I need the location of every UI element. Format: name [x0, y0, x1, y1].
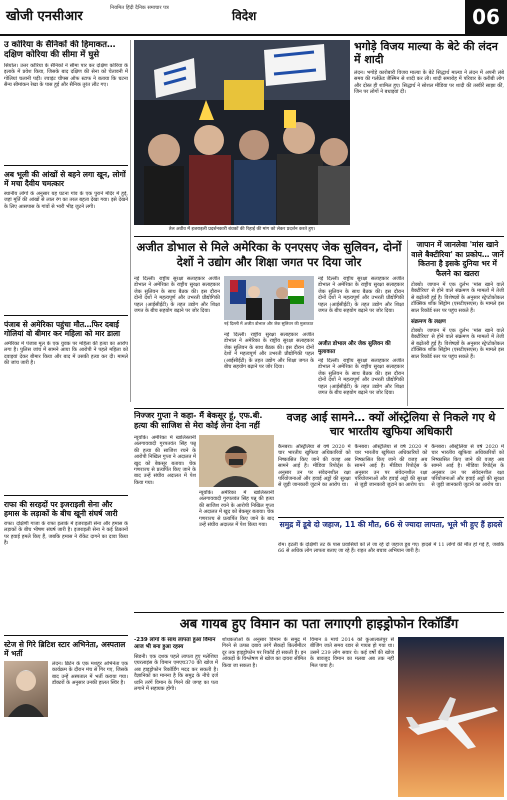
divider [278, 517, 504, 518]
story-australia-col2: कैनबरा। ऑस्ट्रेलिया से वर्ष 2020 में चार भारतीय खुफिया अधिकारियों को निष्कासित किए जाने की वजह अब सामने आई है। मीडिया रिपोर्ट्स के अनुसार उन पर संवेदनशील रक्षा परियोजनाओं और हवाई अड्डों की सुरक्षा से जुड़ी जानकारी जुटाने का आरोप था। [354, 444, 428, 489]
headline-plane: अब गायब हुए विमान का पता लगाएगी हाइड्रोफोन रिकॉर्डिंग [179, 617, 459, 632]
story-rafah: राफा। दक्षिणी गाजा के राफा इलाके में इजराइली सेना और हमास के लड़ाकों के बीच भीषण संघर्ष जारी है। इजराइली सेना ने कई ठिकानों पर हवाई हमले किए हैं, जबकि हमास ने रॉकेट दागने का दावा किया है। [4, 521, 128, 547]
headline-gupta: निज्जर गुप्ता ने कहा- मैं बेकसूर हूं, एफ.बी. हत्या की साजिश से मेरा कोई लेना देना नहीं [134, 411, 263, 430]
column-rule [130, 40, 131, 402]
doval-col3 [318, 276, 404, 406]
japan-story [411, 240, 504, 406]
protest-caption: तेल अवीव में इजराइली प्रदर्शनकारी बंधकों की रिहाई की मांग को लेकर प्रदर्शन करते हुए। [168, 227, 316, 232]
airplane-photo [398, 637, 504, 797]
story-british-actor: लंदन। ब्रिटेन के एक मशहूर अभिनेता एक कार्यक्रम के दौरान मंच से गिर गए, जिसके बाद उन्हें अस्पताल में भर्ती कराया गया। डॉक्टरों के अनुसार उनकी हालत स्थिर है। [52, 661, 128, 687]
brand-name: खोजी एनसीआर [6, 9, 83, 24]
doval-subhead: अजीत डोभाल और जेक सुलिवन की मुलाकात [318, 341, 391, 355]
headline-doval-sullivan: अजीत डोभाल से मिले अमेरिका के एनएसए जेक सुलिवन, दोनों देशों ने उद्योग और शिक्षा जगत पर दिया जोर [136, 240, 402, 269]
doval-photo-caption: नई दिल्ली में अजीत डोभाल और जेक सुलिवन की मुलाकात [224, 321, 314, 326]
story-ships: रोम। इटली के दक्षिणी तट के पास प्रवासियों को ले जा रहे दो जहाज डूब गए। हादसे में 11 लोगों की मौत हो गई है, जबकि 66 से अधिक लोग लापता बताए जा रहे हैं। राहत और बचाव अभियान जारी है। [278, 542, 504, 555]
story-doval-col1: नई दिल्ली। राष्ट्रीय सुरक्षा सलाहकार अजीत डोभाल ने अमेरिका के राष्ट्रीय सुरक्षा सलाहकार जेक सुलिवन के साथ बैठक की। इस दौरान दोनों देशों ने महत्वपूर्ण और उभरती प्रौद्योगिकी पहल (आईसीईटी) के तहत उद्योग और शिक्षा जगत के बीच सहयोग बढ़ाने पर जोर दिया। [134, 276, 220, 315]
story-plane-col3: विमान 8 मार्च 2014 को कुआलालंपुर से बीजिंग जाते समय रडार से गायब हो गया था। उसमें 239 लोग सवार थे। कई वर्षों की खोज के बावजूद विमान का मलबा अब तक नहीं मिल पाया है। [310, 637, 394, 669]
japan-subhead: संक्रमण के लक्षण [411, 319, 446, 326]
story-doval-col2: नई दिल्ली। राष्ट्रीय सुरक्षा सलाहकार अजीत डोभाल ने अमेरिका के राष्ट्रीय सुरक्षा सलाहकार जेक सुलिवन के साथ बैठक की। इस दौरान दोनों देशों ने महत्वपूर्ण और उभरती प्रौद्योगिकी पहल (आईसीईटी) के तहत उद्योग और शिक्षा जगत के बीच सहयोग बढ़ाने पर जोर दिया। [224, 332, 314, 371]
protest-photo [134, 40, 350, 225]
story-australia-col3: कैनबरा। ऑस्ट्रेलिया से वर्ष 2020 में चार भारतीय खुफिया अधिकारियों को निष्कासित किए जाने की वजह अब सामने आई है। मीडिया रिपोर्ट्स के अनुसार उन पर संवेदनशील रक्षा परियोजनाओं और हवाई अड्डों की सुरक्षा से जुड़ी जानकारी जुटाने का आरोप था। [431, 444, 504, 489]
mallya-story [354, 40, 504, 240]
story-miracle: स्थानीय लोगों के अनुसार यह घटना गांव के एक पुराने मंदिर में हुई, जहां मूर्ति की आंखों से लाल रंग का तरल बहता देखा गया। इसे देखने के लिए आसपास के गांवों से भारी भीड़ जुटने लगी। [4, 191, 128, 210]
story-doval-col3b: नई दिल्ली। राष्ट्रीय सुरक्षा सलाहकार अजीत डोभाल ने अमेरिका के राष्ट्रीय सुरक्षा सलाहकार जेक सुलिवन के साथ बैठक की। इस दौरान दोनों देशों ने महत्वपूर्ण और उभरती प्रौद्योगिकी पहल (आईसीईटी) के तहत उद्योग और शिक्षा जगत के बीच सहयोग बढ़ाने पर जोर दिया। [318, 358, 404, 397]
headline-australia: वजह आई सामने… क्यों ऑस्ट्रेलिया से निकले गए थे चार भारतीय खुफिया अधिकारी [286, 411, 496, 438]
story-gupta-col1: न्यूयॉर्क। अमेरिका में खालिस्तानी अलगाववादी गुरपतवंत सिंह पन्नू की हत्या की साजिश रचने के आरोपी निखिल गुप्ता ने अदालत में खुद को बेकसूर बताया। चेक गणराज्य से प्रत्यर्पित किए जाने के बाद उन्हें संघीय अदालत में पेश किया गया। [134, 435, 196, 486]
story-japan-b: टोक्यो। जापान में एक दुर्लभ 'मांस खाने वाले बैक्टीरिया' से होने वाले संक्रमण के मामलों में तेजी से बढ़ोतरी हुई है। विशेषज्ञों के अनुसार स्ट्रेप्टोकोकल टॉक्सिक शॉक सिंड्रोम (एसटीएसएस) के मामले इस साल रिकॉर्ड स्तर पर पहुंच सकते हैं। [411, 328, 504, 360]
story-mallya: लंदन। भगोड़े कारोबारी विजय माल्या के बेटे सिद्धार्थ माल्या ने लंदन में अपनी लंबे समय की गर्लफ्रेंड जैस्मिन से शादी कर ली। शादी समारोह में परिवार के करीबी लोग और दोस्त ही शामिल हुए। सिद्धार्थ ने सोशल मीडिया पर शादी की तस्वीरें साझा कीं, जिन पर लोगों ने बधाइयां दीं। [354, 70, 504, 96]
gupta-photo [199, 435, 274, 487]
plane-subhead: -239 लोगों के साथ लापता हुआ विमान आज भी बना हुआ रहस्य [134, 637, 216, 650]
story-japan: टोक्यो। जापान में एक दुर्लभ 'मांस खाने वाले बैक्टीरिया' से होने वाले संक्रमण के मामलों में तेजी से बढ़ोतरी हुई है। विशेषज्ञों के अनुसार स्ट्रेप्टोकोकल टॉक्सिक शॉक सिंड्रोम (एसटीएसएस) के मामले इस साल रिकॉर्ड स्तर पर पहुंच सकते हैं। [411, 282, 504, 314]
divider [134, 236, 504, 237]
headline-japan: जापान में जानलेवा 'मांस खाने वाले बैक्टीरिया' का प्रकोप… जानें कितना है इसके दुनिया भर में फैलने का खतरा [411, 240, 504, 278]
story-australia-col1: कैनबरा। ऑस्ट्रेलिया से वर्ष 2020 में चार भारतीय खुफिया अधिकारियों को निष्कासित किए जाने की वजह अब सामने आई है। मीडिया रिपोर्ट्स के अनुसार उन पर संवेदनशील रक्षा परियोजनाओं और हवाई अड्डों की सुरक्षा से जुड़ी जानकारी जुटाने का आरोप था। [278, 444, 351, 489]
headline-punjab: पंजाब से अमेरिका पहुंचा मौत…फिर दबाई गोलियां वो बीमार कर महिला को मार डाला [4, 320, 121, 338]
headline-rafah: राफा की सरहदों पर इजराइली सेना और हमास के लड़ाकों के बीच खूनी संघर्ष जारी [4, 500, 118, 518]
australia-columns [278, 444, 504, 514]
story-doval-col3: नई दिल्ली। राष्ट्रीय सुरक्षा सलाहकार अजीत डोभाल ने अमेरिका के राष्ट्रीय सुरक्षा सलाहकार जेक सुलिवन के साथ बैठक की। इस दौरान दोनों देशों ने महत्वपूर्ण और उभरती प्रौद्योगिकी पहल (आईसीईटी) के तहत उद्योग और शिक्षा जगत के बीच सहयोग बढ़ाने पर जोर दिया। [318, 276, 404, 315]
story-gupta-col2: न्यूयॉर्क। अमेरिका में खालिस्तानी अलगाववादी गुरपतवंत सिंह पन्नू की हत्या की साजिश रचने के आरोपी निखिल गुप्ता ने अदालत में खुद को बेकसूर बताया। चेक गणराज्य से प्रत्यर्पित किए जाने के बाद उन्हें संघीय अदालत में पेश किया गया। [199, 490, 274, 529]
story-north-korea: सियोल। उत्तर कोरिया के सैनिकों ने सीमा पार कर दक्षिण कोरिया के इलाके में प्रवेश किया, जिसके बाद दक्षिण की सेना को चेतावनी में गोलियां चलानी पड़ीं। ज्वाइंट चीफ्स ऑफ स्टाफ ने बताया कि घटना सैन्य सीमांकन रेखा के पास हुई और सैनिक तुरंत लौट गए। [4, 63, 128, 89]
gupta-story [134, 411, 274, 611]
headline-british-actor: स्टेज से गिरे ब्रिटिश स्टार अभिनेता, अस्पताल में भर्ती [4, 640, 126, 658]
headline-mallya: भगोड़े विजय माल्या के बेटे की लंदन में शादी [354, 40, 498, 66]
masthead [0, 0, 507, 36]
left-column [4, 40, 128, 798]
story-punjab: अमेरिका में पंजाब मूल के एक युवक पर महिला की हत्या का आरोप लगा है। पुलिस जांच में सामने आया कि आरोपी ने पहले महिला को दवाइयां देकर बीमार किया और बाद में उसकी हत्या कर दी। मामले की जांच जारी है। [4, 341, 128, 367]
doval-sullivan-photo [224, 276, 314, 320]
divider [134, 408, 504, 409]
section-title: विदेश [232, 9, 257, 23]
actor-photo [4, 661, 48, 717]
headline-north-korea: उ कोरिया के सैनिकों की हिमाकत… दक्षिण कोरिया की सीमा में घुसे [4, 40, 116, 60]
story-plane-col2: शोधकर्ताओं के अनुसार विमान के समुद्र में गिरने से उत्पन्न दबाव तरंगें सैकड़ों किलोमीटर दूर तक हाइड्रोफोन पर रिकॉर्ड हो सकती हैं। इन आंकड़ों के विश्लेषण से खोज का दायरा सीमित किया जा सकता है। [222, 637, 306, 669]
headline-miracle: अब भूली की आंखों से बहने लगा खून, लोगों में मचा दैवीय चमत्कार [4, 170, 126, 188]
headline-ships: समुद्र में डूबे दो जहाज, 11 की मौत, 66 से ज्यादा लापता, भूले भी हुए हैं हादसे [279, 520, 503, 529]
column-rule [407, 240, 408, 406]
issue-info: नियमित हिंदी दैनिक समाचार पत्र [110, 5, 169, 11]
plane-col1 [134, 637, 218, 797]
divider [134, 612, 504, 613]
page-number: 06 [465, 0, 507, 34]
story-plane-col1: सिडनी। एक दशक पहले लापता हुए मलेशिया एयरलाइंस के विमान एमएच370 की खोज में अब हाइड्रोफोन रिकॉर्डिंग मदद कर सकती है। वैज्ञानिकों का मानना है कि समुद्र के नीचे दर्ज ध्वनि तरंगें विमान के गिरने की जगह का पता लगाने में सहायक होंगी। [134, 654, 218, 693]
